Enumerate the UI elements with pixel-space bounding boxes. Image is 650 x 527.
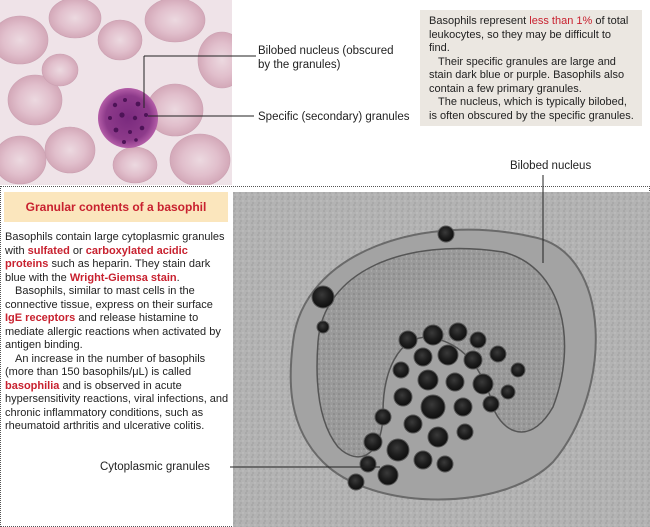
section-header: Granular contents of a basophil [4, 192, 228, 222]
specific-granules-label: Specific (secondary) granules [258, 111, 410, 123]
body-text-run: An increase in the number of basophils (more than 150 basophils/μL) is called [5, 352, 206, 378]
body-text-run: . [176, 271, 180, 284]
body-text-run: and release histamine to mediate allergic reactions when activated by antigen binding. [5, 312, 221, 351]
term-ige-receptors: IgE receptors [5, 312, 76, 324]
info-paragraph-3: The nucleus, which is typically bilobed, is often obscured by the specific granules. [429, 96, 634, 122]
bilobed-obscured-label: Bilobed nucleus (obscured by the granules) [258, 45, 394, 71]
body-text-run: Basophils, similar to mast cells in the connective tissue, express on their surface [5, 285, 213, 311]
body-text-run: Basophils contain large cytoplasmic granules with [5, 231, 225, 257]
info-text: of total leukocytes, so they may be difficult to find. [429, 15, 629, 54]
body-text-run: such as heparin. They stain dark blue with the [5, 258, 211, 284]
info-highlight: less than 1% [529, 15, 593, 27]
body-text-run: or [69, 244, 86, 257]
term-carboxylated: carboxylated acidic proteins [5, 244, 188, 270]
term-sulfated: sulfated [27, 244, 70, 257]
body-text-run: and is observed in acute hypersensitivity reactions, viral infections, and chronic inflammatory conditions, such as rheumatoid arthritis and ulcerative colitis. [5, 379, 229, 432]
cytoplasmic-granules-label: Cytoplasmic granules [100, 460, 230, 474]
term-wright-giemsa: Wright-Giemsa stain [69, 271, 177, 284]
info-text: Basophils represent [429, 15, 530, 27]
info-paragraph-2: Their specific granules are large and stain dark blue or purple. Basophils also contain a few primary granules. [429, 55, 625, 95]
bilobed-nucleus-label: Bilobed nucleus [510, 160, 592, 172]
term-basophilia: basophilia [5, 379, 60, 392]
